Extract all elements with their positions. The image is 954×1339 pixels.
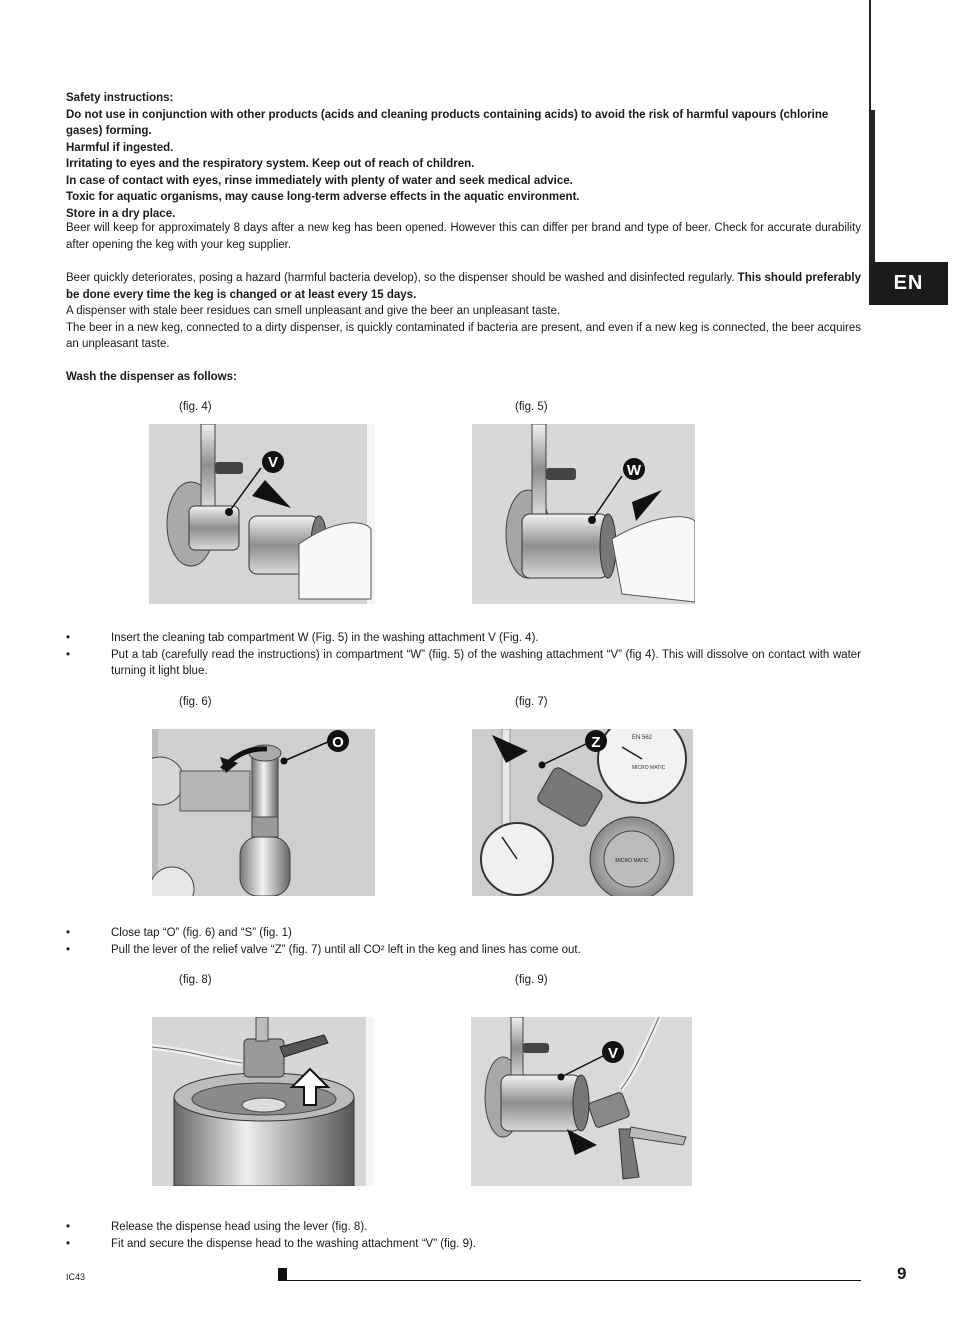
bullet-text: Put a tab (carefully read the instructions) in compartment “W” (fiig. 5) of the washing attachment “V” (fig 4). This will dissolve on contact with water turning it light blue. [111, 648, 861, 677]
footer-mark [278, 1268, 287, 1281]
fig7-gauge-standard: EN 562 [632, 735, 653, 741]
fig5-callout: W [626, 462, 642, 479]
safety-heading: Safety instructions: [66, 92, 174, 104]
side-bar [869, 110, 875, 262]
wash-heading: Wash the dispenser as follows: [66, 371, 237, 383]
bullet-text: Close tap “O” (fig. 6) and “S” (fig. 1) [111, 927, 292, 939]
bullet-symbol: • [66, 1237, 71, 1250]
fig7-callout: Z [591, 734, 601, 751]
fig5-illustration [472, 424, 695, 604]
safety-line: Harmful if ingested. [66, 141, 174, 154]
fig4-illustration [149, 424, 375, 604]
fig4-caption: (fig. 4) [179, 401, 212, 413]
bullet-text: Release the dispense head using the lever (fig. 8). [111, 1221, 368, 1233]
deterioration-text: Beer quickly deteriorates, posing a hazard (harmful bacteria develop), so the dispenser should be washed and disinfected regularly. [66, 272, 738, 284]
list-item [66, 942, 861, 959]
fig6-illustration [152, 729, 375, 896]
fig7-gauge-brand-body: MICRO MATIC [615, 858, 649, 864]
fig9-illustration [471, 1017, 692, 1186]
fig4-callout: V [267, 454, 279, 471]
fig7-gauge-brand-top: MICRO MATIC [632, 765, 666, 771]
fig6-callout: O [332, 734, 344, 751]
deterioration-emphasis: This should preferably be done every time the keg is changed or at least every 15 days. [66, 272, 862, 301]
safety-line: Irritating to eyes and the respiratory system. Keep out of reach of children. [66, 158, 475, 170]
bullet-text: Fit and secure the dispense head to the washing attachment “V” (fig. 9). [111, 1237, 477, 1250]
bullet-symbol: • [66, 927, 71, 939]
stale-residue-text: A dispenser with stale beer residues can smell unpleasant and give the beer an unpleasant taste. [66, 305, 561, 317]
fig8-illustration [152, 1017, 374, 1186]
language-tab: EN [869, 262, 948, 305]
page-number: 9 [897, 1264, 907, 1283]
bullet-symbol: • [66, 632, 71, 644]
safety-block [66, 90, 861, 222]
list-item [66, 630, 861, 647]
fig9-callout: V [607, 1045, 619, 1062]
fig7-caption: (fig. 7) [515, 696, 548, 708]
footer-rule [287, 1280, 861, 1281]
fig8-caption: (fig. 8) [179, 974, 212, 986]
side-rule [869, 0, 871, 110]
contamination-text: The beer in a new keg, connected to a dirty dispenser, is quickly contaminated if bacteria are present, and even if a new keg is connected, the beer acquires an unpleasant taste. [66, 321, 861, 350]
bullet-symbol: • [66, 648, 71, 661]
bullet-text: Insert the cleaning tab compartment W (Fig. 5) in the washing attachment V (Fig. 4). [111, 632, 539, 644]
safety-line: Store in a dry place. [66, 207, 176, 220]
safety-line: Do not use in conjunction with other products (acids and cleaning products containing acids) to avoid the risk of harmful vapours (chlorine gases) forming. [66, 108, 829, 137]
bullet-list-2 [66, 925, 861, 958]
fig5-caption: (fig. 5) [515, 401, 548, 413]
list-item [66, 1236, 861, 1253]
safety-line: In case of contact with eyes, rinse immediately with plenty of water and seek medical advice. [66, 174, 573, 187]
list-item [66, 647, 861, 680]
safety-line: Toxic for aquatic organisms, may cause long-term adverse effects in the aquatic environment. [66, 191, 580, 203]
list-item [66, 925, 861, 942]
bullet-symbol: • [66, 1221, 71, 1233]
bullet-list-3 [66, 1219, 861, 1252]
fig6-caption: (fig. 6) [179, 696, 212, 708]
paragraph-deterioration [66, 270, 861, 353]
fig9-caption: (fig. 9) [515, 974, 548, 986]
document-code: IC43 [66, 1272, 86, 1282]
bullet-symbol: • [66, 943, 71, 956]
fig7-illustration [472, 729, 693, 896]
list-item [66, 1219, 861, 1236]
bullet-list-1 [66, 630, 861, 680]
bullet-text: Pull the lever of the relief valve “Z” (fig. 7) until all CO² left in the keg and lines has come out. [111, 943, 581, 956]
paragraph-keg-durability: Beer will keep for approximately 8 days after a new keg has been opened. However this can differ per brand and type of beer. Check for accurate durability after opening the keg with your keg supplier. [66, 222, 861, 251]
